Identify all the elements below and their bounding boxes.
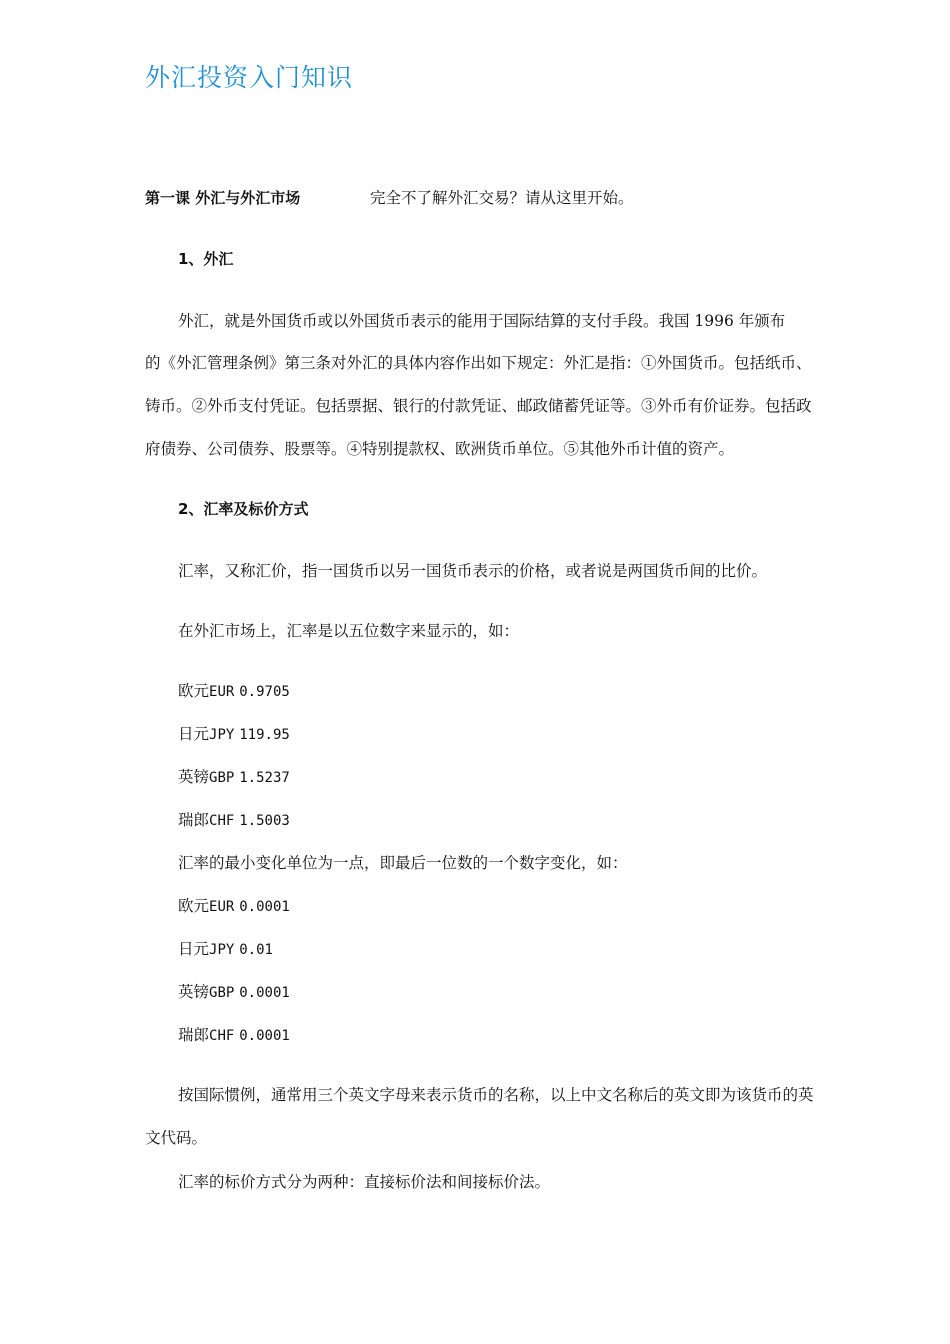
point-name: 瑞郎 (178, 1026, 210, 1044)
point-code: JPY (209, 942, 235, 958)
point-row-eur (178, 895, 290, 918)
section1-para-line-1: 外汇，就是外国货币或以外国货币表示的能用于国际结算的支付手段。我国 1996 年颁布 (178, 312, 786, 330)
section1-para-line-4: 府债券、公司债券、股票等。④特别提款权、欧洲货币单位。⑤其他外币计值的资产。 (145, 440, 735, 458)
rate-value: 1.5003 (239, 813, 290, 829)
section1-para-line-2: 的《外汇管理条例》第三条对外汇的具体内容作出如下规定：外汇是指：①外国货币。包括纸币、 (145, 354, 812, 372)
point-row-chf (178, 1024, 290, 1047)
rate-name: 英镑 (178, 768, 210, 786)
rate-name: 欧元 (178, 682, 210, 700)
rate-row-eur (178, 680, 290, 703)
point-code: CHF (209, 1028, 235, 1044)
rate-row-gbp (178, 766, 290, 789)
rate-code: EUR (209, 684, 235, 700)
rate-row-jpy (178, 723, 290, 746)
rate-value: 1.5237 (239, 770, 290, 786)
section2-heading: 2、汇率及标价方式 (178, 500, 309, 518)
quote-methods: 汇率的标价方式分为两种：直接标价法和间接标价法。 (178, 1173, 551, 1191)
convention-line-2: 文代码。 (145, 1129, 208, 1147)
section1-para-line-3: 铸币。②外币支付凭证。包括票据、银行的付款凭证、邮政储蓄凭证等。③外币有价证券。包括政 (145, 397, 812, 415)
point-value: 0.01 (239, 942, 273, 958)
rate-code: GBP (209, 770, 235, 786)
section1-heading: 1、外汇 (178, 250, 234, 268)
rate-code: JPY (209, 727, 235, 743)
page-title: 外汇投资入门知识 (145, 63, 354, 92)
point-code: GBP (209, 985, 235, 1001)
rate-name: 日元 (178, 725, 210, 743)
rate-name: 瑞郎 (178, 811, 210, 829)
point-name: 欧元 (178, 897, 210, 915)
rate-value: 0.9705 (239, 684, 290, 700)
display-note: 在外汇市场上，汇率是以五位数字来显示的，如： (178, 622, 520, 640)
point-value: 0.0001 (239, 899, 290, 915)
convention-line-1: 按国际惯例，通常用三个英文字母来表示货币的名称，以上中文名称后的英文即为该货币的英 (178, 1086, 814, 1104)
min-change-note: 汇率的最小变化单位为一点，即最后一位数的一个数字变化，如： (178, 854, 628, 872)
rate-definition: 汇率，又称汇价，指一国货币以另一国货币表示的价格，或者说是两国货币间的比价。 (178, 562, 768, 580)
rate-code: CHF (209, 813, 235, 829)
point-value: 0.0001 (239, 985, 290, 1001)
point-code: EUR (209, 899, 235, 915)
point-row-jpy (178, 938, 273, 961)
rate-row-chf (178, 809, 290, 832)
rate-value: 119.95 (239, 727, 290, 743)
point-value: 0.0001 (239, 1028, 290, 1044)
lesson-subtitle: 完全不了解外汇交易？请从这里开始。 (370, 189, 634, 207)
point-name: 英镑 (178, 983, 210, 1001)
point-name: 日元 (178, 940, 210, 958)
lesson-heading: 第一课 外汇与外汇市场 (145, 189, 301, 207)
point-row-gbp (178, 981, 290, 1004)
